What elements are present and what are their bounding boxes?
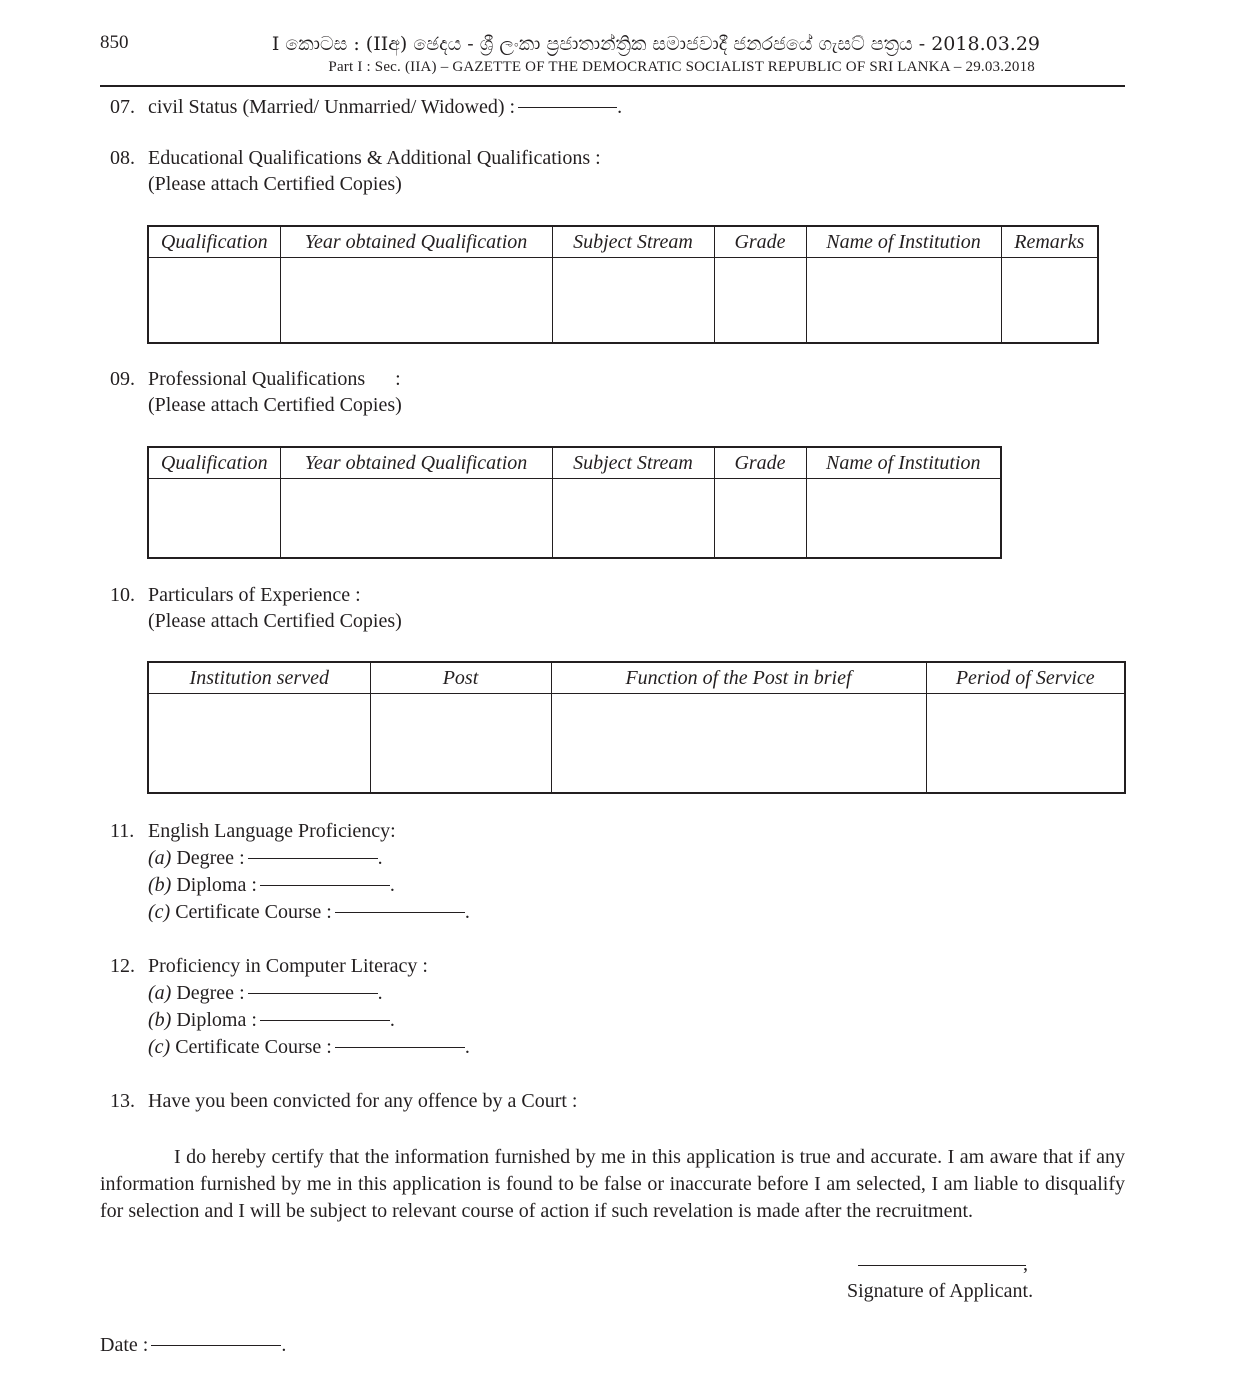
date-blank[interactable] <box>151 1344 281 1346</box>
option-letter: (b) <box>148 874 172 896</box>
table-cell[interactable] <box>1001 258 1098 343</box>
col-grade: Grade <box>714 226 806 258</box>
table-cell[interactable] <box>148 694 370 793</box>
item-10-number: 10. <box>110 584 135 606</box>
date-line <box>100 1334 286 1357</box>
item-08-note: (Please attach Certified Copies) <box>148 173 402 195</box>
option-period: . <box>389 874 395 896</box>
option-period: . <box>377 982 383 1004</box>
table-cell[interactable] <box>280 479 552 558</box>
table-header-row <box>148 447 1001 479</box>
option-period: . <box>377 847 383 869</box>
option-letter: (c) <box>148 901 171 923</box>
civil-status-blank-line[interactable] <box>518 106 617 108</box>
table-cell[interactable] <box>551 694 926 793</box>
table-header-row <box>148 662 1125 694</box>
col-institution: Name of Institution <box>806 226 1001 258</box>
item-11-number: 11. <box>110 820 135 842</box>
table-cell[interactable] <box>370 694 551 793</box>
item-11-label: English Language Proficiency: <box>148 820 396 842</box>
table-cell[interactable] <box>926 694 1125 793</box>
option-label: Certificate Course : <box>170 901 332 923</box>
item-07-civil-status <box>148 96 622 119</box>
option-letter: (a) <box>148 982 172 1004</box>
signature-comma: , <box>1023 1253 1028 1275</box>
table-row <box>148 479 1001 558</box>
option-period: . <box>464 1036 470 1058</box>
col-period-of-service: Period of Service <box>926 662 1125 694</box>
computer-diploma-line <box>148 1009 395 1032</box>
option-letter: (b) <box>148 1009 172 1031</box>
option-label: Diploma : <box>171 874 257 896</box>
english-certificate-line <box>148 901 470 924</box>
computer-diploma-blank[interactable] <box>260 1019 390 1021</box>
computer-degree-blank[interactable] <box>248 992 378 994</box>
col-function-of-post: Function of the Post in brief <box>551 662 926 694</box>
table-row <box>148 258 1098 343</box>
option-letter: (c) <box>148 1036 171 1058</box>
header-rule <box>100 85 1125 87</box>
option-label: Degree : <box>171 847 245 869</box>
col-remarks: Remarks <box>1001 226 1098 258</box>
col-subject-stream: Subject Stream <box>552 447 714 479</box>
table-cell[interactable] <box>280 258 552 343</box>
item-08-number: 08. <box>110 147 135 169</box>
item-09-number: 09. <box>110 368 135 390</box>
option-label: Certificate Course : <box>170 1036 332 1058</box>
computer-certificate-line <box>148 1036 470 1059</box>
signature-label: Signature of Applicant. <box>847 1280 1034 1302</box>
date-period: . <box>281 1334 287 1356</box>
col-qualification: Qualification <box>148 447 280 479</box>
item-12-label: Proficiency in Computer Literacy : <box>148 955 428 977</box>
col-grade: Grade <box>714 447 806 479</box>
professional-qualifications-table <box>147 446 1002 559</box>
col-qualification: Qualification <box>148 226 280 258</box>
english-diploma-line <box>148 874 395 897</box>
item-08-label: Educational Qualifications & Additional Qualifications : <box>148 147 601 169</box>
english-certificate-blank[interactable] <box>335 911 465 913</box>
table-cell[interactable] <box>806 258 1001 343</box>
table-cell[interactable] <box>806 479 1001 558</box>
english-diploma-blank[interactable] <box>260 884 390 886</box>
signature-line[interactable] <box>858 1265 1026 1266</box>
option-label: Diploma : <box>171 1009 257 1031</box>
educational-qualifications-table <box>147 225 1099 344</box>
page-number: 850 <box>100 32 129 53</box>
item-13-label: Have you been convicted for any offence by a Court : <box>148 1090 578 1112</box>
computer-certificate-blank[interactable] <box>335 1046 465 1048</box>
col-year-obtained: Year obtained Qualification <box>280 447 552 479</box>
table-header-row <box>148 226 1098 258</box>
table-cell[interactable] <box>714 479 806 558</box>
table-cell[interactable] <box>552 479 714 558</box>
col-institution-served: Institution served <box>148 662 370 694</box>
col-year-obtained: Year obtained Qualification <box>280 226 552 258</box>
computer-degree-line <box>148 982 383 1005</box>
header-english-title: Part I : Sec. (IIA) – GAZETTE OF THE DEMOCRATIC SOCIALIST REPUBLIC OF SRI LANKA – 29.03.2018 <box>328 59 1035 75</box>
col-post: Post <box>370 662 551 694</box>
header-sinhala-title: I කොටස : (IIඅ) ඡෙදය - ශ්‍රී ලංකා ප්‍රජාතාන්ත්‍රික සමාජවාදී ජනරජයේ ගැසට් පත්‍රය - 2018.03.29 <box>271 33 1040 55</box>
col-institution: Name of Institution <box>806 447 1001 479</box>
item-07-label: civil Status (Married/ Unmarried/ Widowed) : <box>148 96 516 118</box>
date-label: Date : <box>100 1334 149 1356</box>
item-09-note: (Please attach Certified Copies) <box>148 394 402 416</box>
table-cell[interactable] <box>552 258 714 343</box>
declaration-paragraph: I do hereby certify that the information furnished by me in this application is true and accurate. I am aware that if any information furnished by me in this application is found to be false or inaccurate before I am selected, I am liable to disqualify for selection and I will be subject to relevant course of action if such revelation is made after the recruitment. <box>100 1146 1125 1222</box>
experience-table <box>147 661 1126 794</box>
item-07-number: 07. <box>110 96 135 118</box>
option-period: . <box>389 1009 395 1031</box>
option-label: Degree : <box>171 982 245 1004</box>
item-09-label: Professional Qualifications : <box>148 368 401 390</box>
item-10-note: (Please attach Certified Copies) <box>148 610 402 632</box>
table-cell[interactable] <box>148 479 280 558</box>
english-degree-blank[interactable] <box>248 857 378 859</box>
option-period: . <box>464 901 470 923</box>
item-10-label: Particulars of Experience : <box>148 584 361 606</box>
item-12-number: 12. <box>110 955 135 977</box>
item-13-number: 13. <box>110 1090 135 1112</box>
col-subject-stream: Subject Stream <box>552 226 714 258</box>
table-row <box>148 694 1125 793</box>
option-letter: (a) <box>148 847 172 869</box>
table-cell[interactable] <box>148 258 280 343</box>
item-07-period: . <box>617 96 623 118</box>
table-cell[interactable] <box>714 258 806 343</box>
english-degree-line <box>148 847 383 870</box>
